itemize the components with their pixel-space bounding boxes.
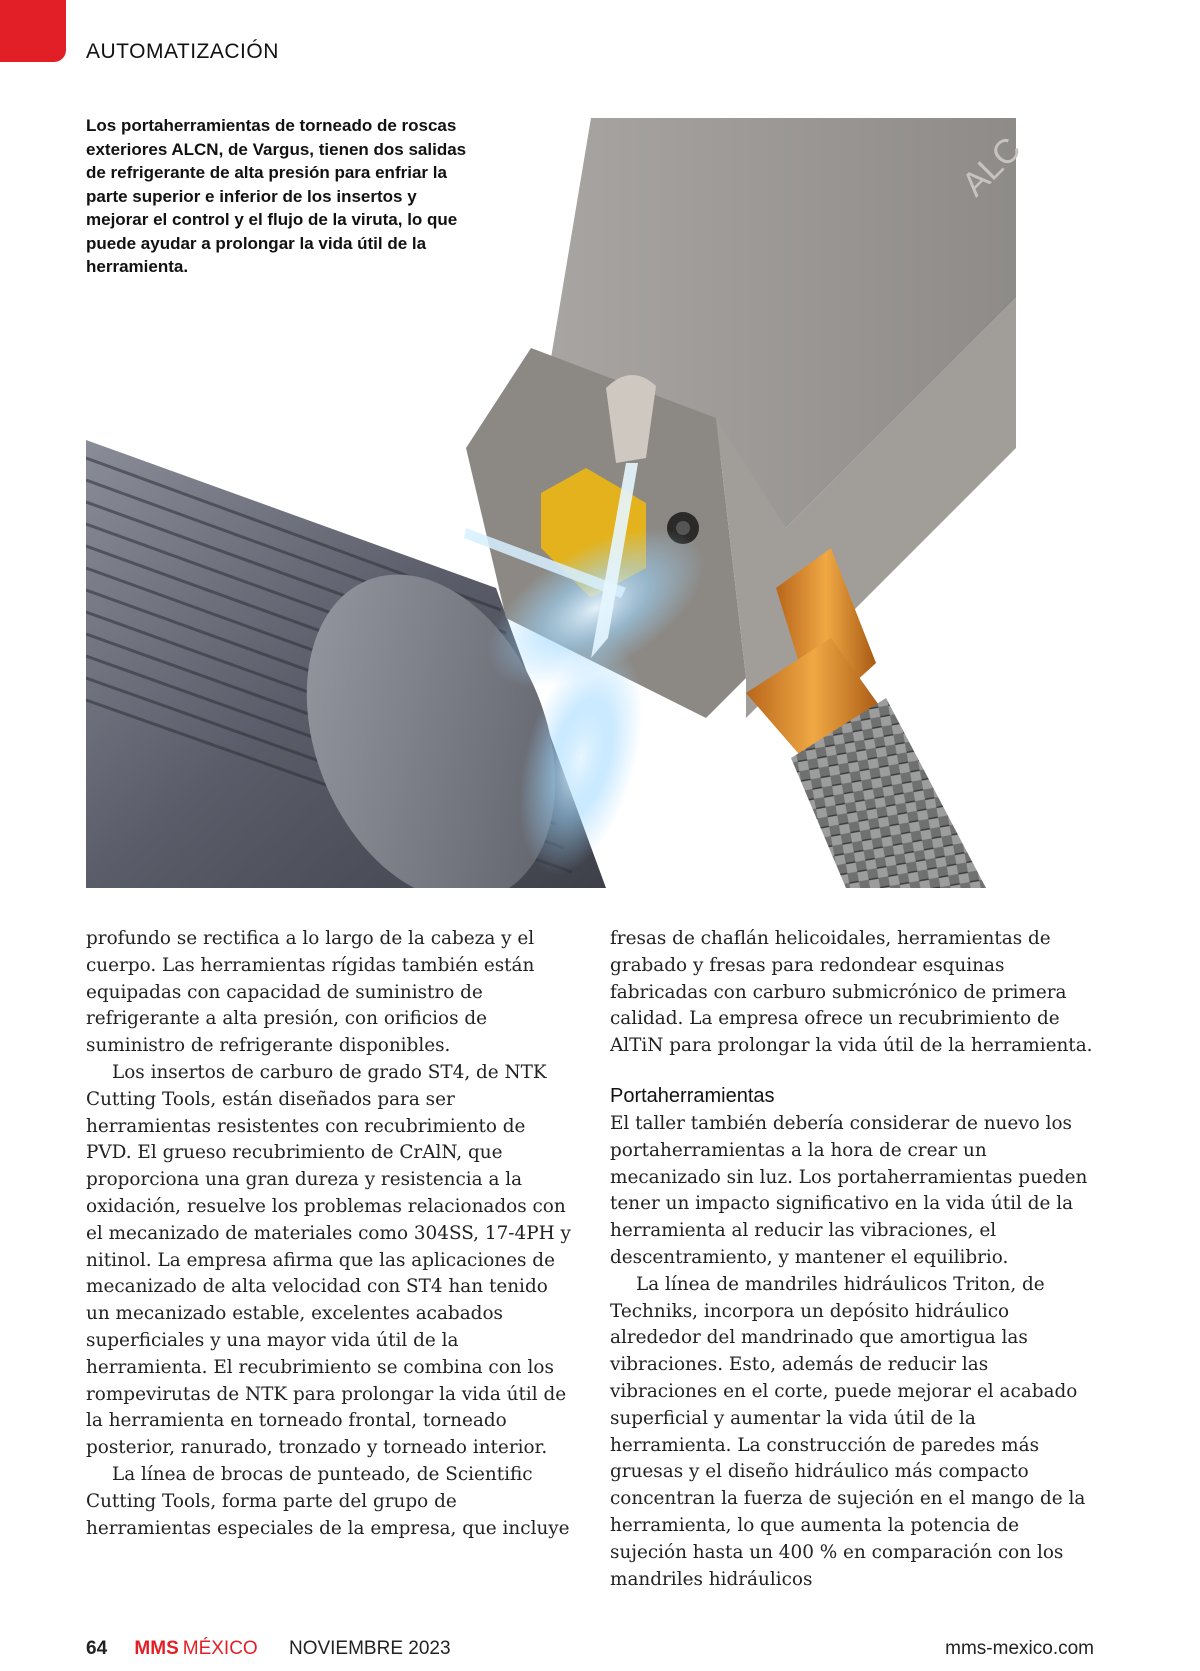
subheading: Portaherramientas [610,1084,775,1107]
brand-logo: MMS [134,1638,179,1659]
paragraph: La línea de mandriles hidráulicos Triton, de Techniks, incorpora un depósito hidráulico alrededor del mandrinado que amortigua las vibraciones. Esto, además de reducir las vibraciones en el corte, puede mejorar el acabado superficial y aumentar la vida útil de la herramienta. La construcción de paredes más gruesas y el diseño hidráulico más compacto concentran la fuerza de sujeción en el mango de la herramienta, lo que aumenta la potencia de sujeción hasta un 400 % en comparación con los mandriles hidráulicos [610,1273,1086,1590]
paragraph: profundo se rectifica a lo largo de la cabeza y el cuerpo. Las herramientas rígidas también están equipadas con capacidad de suministro de refrigerante a alta presión, con orificios de suministro de refrigerante disponibles. [86,928,535,1057]
paragraph: Los insertos de carburo de grado ST4, de NTK Cutting Tools, están diseñados para ser herramientas resistentes con recubrimiento de PVD. El grueso recubrimiento de CrAlN, que proporciona una gran dureza y resistencia a la oxidación, resuelve los problemas relacionados con el mecanizado de materiales como 304SS, 17-4PH y nitinol. La empresa afirma que las aplicaciones de mecanizado de alta velocidad con ST4 han tenido un mecanizado estable, excelentes acabados superficiales y una mayor vida útil de la herramienta. El recubrimiento se combina con los rompevirutas de NTK para prolongar la vida útil de la herramienta en torneado frontal, torneado posterior, ranurado, tronzado y torneado interior. [86,1061,571,1459]
left-column [86,926,576,1542]
right-column [610,926,1100,1593]
section-title: AUTOMATIZACIÓN [86,40,279,63]
paragraph: La línea de brocas de punteado, de Scientific Cutting Tools, forma parte del grupo de herramientas especiales de la empresa, que incluye [86,1463,570,1539]
tool-marking: ALC [954,130,1029,204]
paragraph: El taller también debería considerar de nuevo los portaherramientas a la hora de crear un mecanizado sin luz. Los portaherramientas pueden tener un impacto significativo en la vida útil de la herramienta al reducir las vibraciones, el descentramiento, y mantener el equilibrio. [610,1112,1088,1268]
brand-subtitle: MÉXICO [182,1638,258,1659]
section-tab [0,0,66,62]
page-footer [86,1638,1094,1666]
website-link[interactable]: mms-mexico.com [945,1638,1094,1659]
issue-date: NOVIEMBRE 2023 [288,1638,451,1659]
figure-caption: Los portaherramientas de torneado de roscas exteriores ALCN, de Vargus, tienen dos salidas de refrigerante de alta presión para enfriar la parte superior e inferior de los insertos y mejorar el control y el flujo de la viruta, lo que puede ayudar a prolongar la vida útil de la herramienta. [86,116,467,276]
page-number: 64 [86,1638,108,1659]
paragraph: fresas de chaflán helicoidales, herramientas de grabado y fresas para redondear esquinas fabricadas con carburo submicrónico de primera calidad. La empresa ofrece un recubrimiento de AlTiN para prolongar la vida útil de la herramienta. [610,928,1093,1057]
